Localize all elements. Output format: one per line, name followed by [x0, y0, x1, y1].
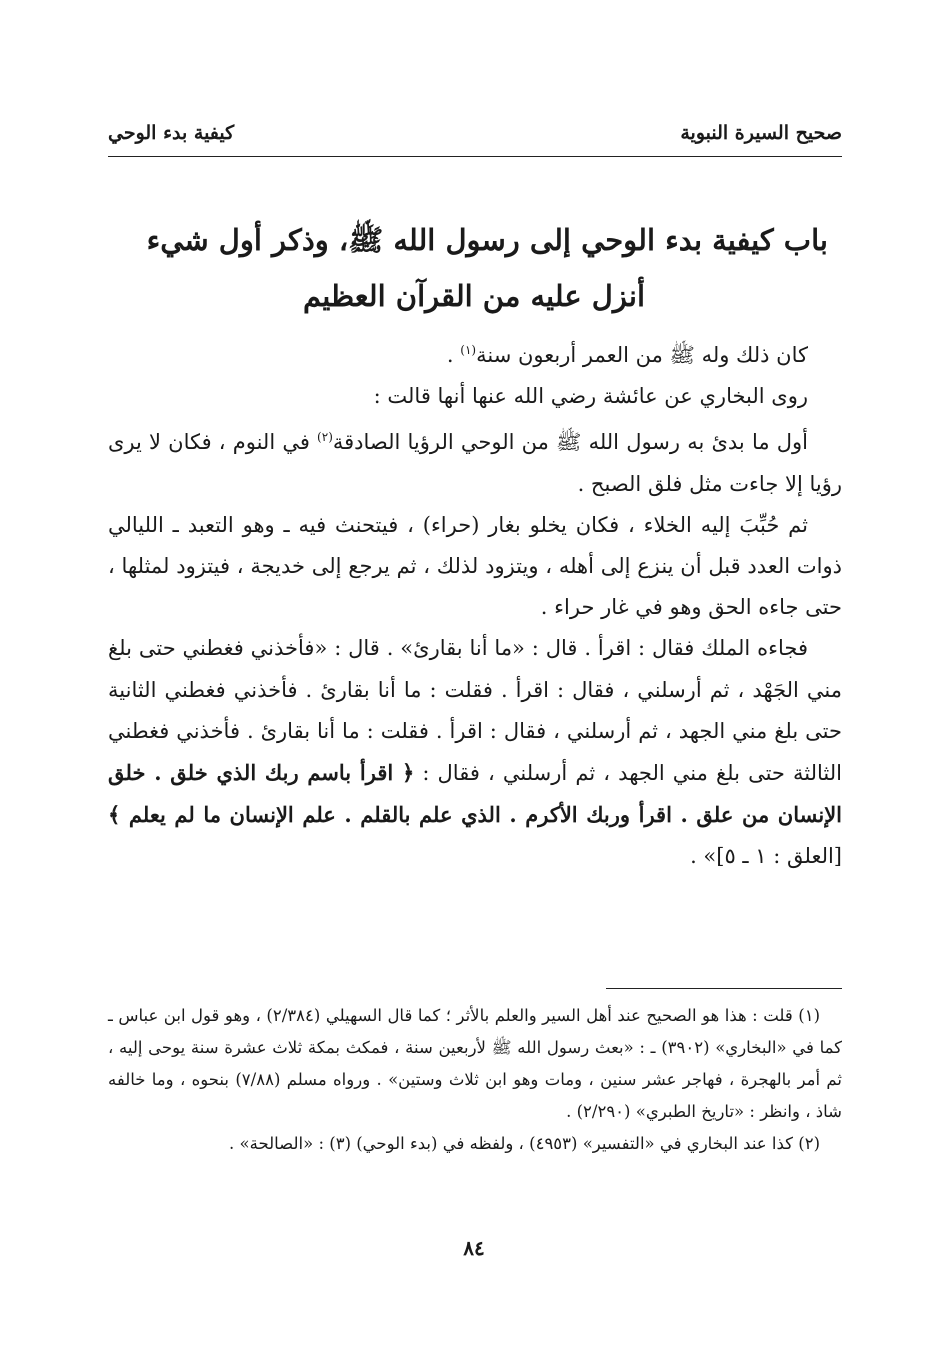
footnote-1: (١) قلت : هذا هو الصحيح عند أهل السير والعلم بالأثر ؛ كما قال السهيلي (٢/٣٨٤) ، وهو قول ابن عباس ـ كما في «البخاري» (٣٩٠٢) ـ : «بعث رسول الله ﷺ لأربعين سنة ، فمكث بمكة ثلاث عشرة سنة يوحى إليه ، ثم أمر بالهجرة ، فهاجر عشر سنين ، ومات وهو ابن ثلاث وستين» . ورواه مسلم (٧/٨٨) بنحوه ، وما خالفه شاذ ، وانظر : «تاريخ الطبري» (٢/٢٩٠) .	[108, 1006, 842, 1121]
body-text	[108, 330, 842, 878]
paragraph-2: روى البخاري عن عائشة رضي الله عنها أنها قالت :	[373, 384, 808, 409]
paragraph-3	[108, 417, 842, 504]
footnote-separator	[606, 988, 842, 989]
chapter-title	[100, 212, 848, 324]
chapter-title-line-2: أنزل عليه من القرآن العظيم	[302, 279, 646, 313]
paragraph-3-text-a: أول ما بدئ به رسول الله ﷺ من الوحي الرؤيا الصادقة	[332, 430, 808, 455]
paragraph-4: ثم حُبِّبَ إليه الخلاء ، فكان يخلو بغار (حراء) ، فيتحنث فيه ـ وهو التعبد ـ الليالي ذوات العدد قبل أن ينزع إلى أهله ، ويتزود لذلك ، ثم يرجع إلى خديجة ، فيتزود لمثلها ، حتى جاءه الحق وهو في غار حراء .	[108, 512, 842, 620]
footnote-2: (٢) كذا عند البخاري في «التفسير» (٤٩٥٣) ، ولفظه في (بدء الوحي) (٣) : «الصالحة» .	[229, 1134, 820, 1153]
footnote-ref-2: (٢)	[317, 430, 333, 445]
quran-verse: ﴿ اقرأ باسم ربك الذي خلق . خلق الإنسان من علق . اقرأ وربك الأكرم . الذي علم بالقلم . علم الإنسان ما لم يعلم ﴾	[108, 760, 842, 828]
paragraph-1	[108, 330, 842, 376]
chapter-title-line-1: باب كيفية بدء الوحي إلى رسول الله ﷺ، وذكر أول شيء	[146, 223, 828, 257]
paragraph-5-text: فجاءه الملك فقال : اقرأ . قال : «ما أنا بقارئ» . قال : «فأخذني فغطني حتى بلغ مني الجَهْد ، ثم أرسلني ، فقال : اقرأ . فقلت : ما أنا بقارئ . فأخذني فغطني الثانية حتى بلغ مني الجهد ، ثم أرسلني ، فقال : اقرأ . فقلت : ما أنا بقارئ . فأخذني فغطني الثالثة حتى بلغ مني الجهد ، ثم أرسلني ، فقال :	[108, 636, 842, 786]
paragraph-1-end: .	[446, 343, 461, 367]
book-title: صحيح السيرة النبوية	[680, 122, 842, 144]
running-header	[108, 120, 842, 157]
page-number: ٨٤	[463, 1236, 485, 1260]
paragraph-3-text-b: في النوم ، فكان لا يرى رؤيا إلا جاءت مثل فلق الصبح .	[108, 430, 842, 496]
section-title: كيفية بدء الوحي	[108, 122, 235, 144]
paragraph-5	[108, 628, 842, 877]
footnotes	[108, 1000, 842, 1160]
paragraph-1-text: كان ذلك وله ﷺ من العمر أربعون سنة	[476, 343, 808, 367]
footnote-ref-1: (١)	[460, 343, 477, 357]
quran-citation: [العلق : ١ ـ ٥]» .	[690, 844, 842, 869]
